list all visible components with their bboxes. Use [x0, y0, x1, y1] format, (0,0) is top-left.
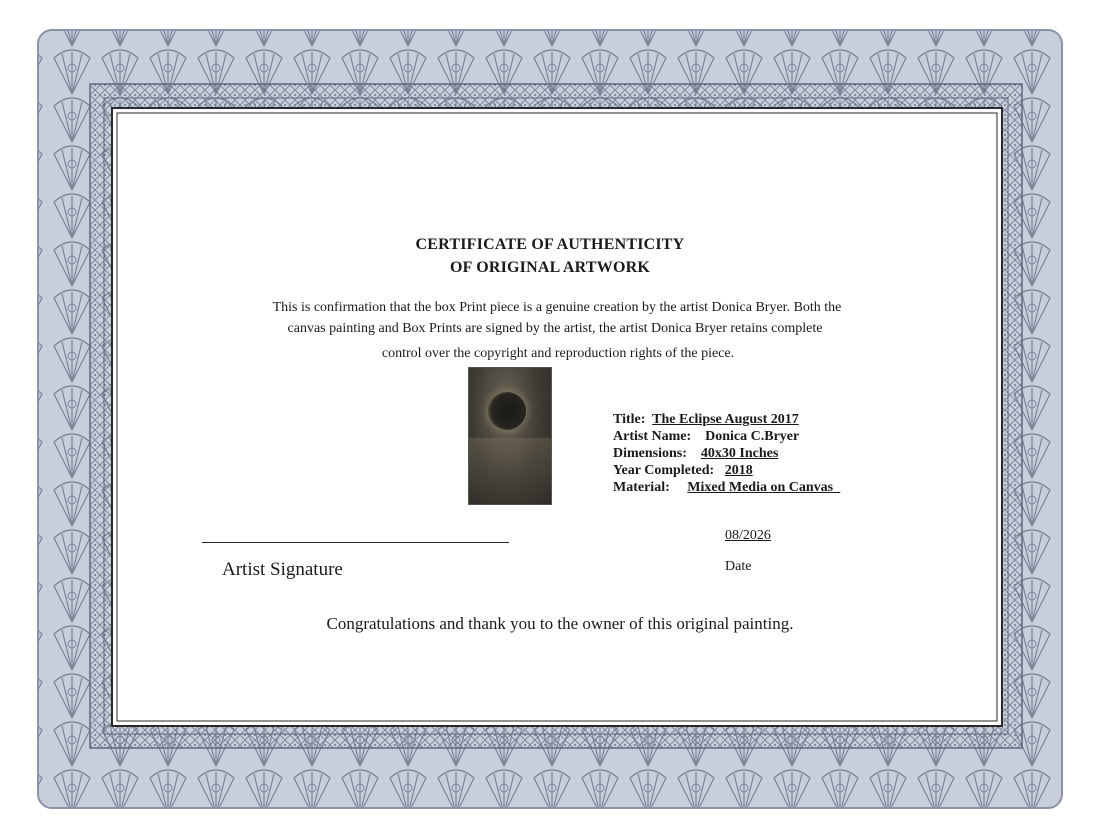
- signature-line: [202, 542, 509, 543]
- confirmation-text-line2: canvas painting and Box Prints are signed by the artist, the artist Donica Bryer retains complete: [287, 321, 823, 336]
- confirmation-text-line3: control over the copyright and reproduction rights of the piece.: [381, 346, 735, 361]
- detail-year-value: 2018: [724, 463, 753, 478]
- confirmation-text-line1: This is confirmation that the box Print piece is a genuine creation by the artist Donica Bryer. Both the: [272, 300, 842, 315]
- date-value: 08/2026: [725, 528, 771, 543]
- detail-title-row: [613, 411, 840, 428]
- detail-dimensions-value: 40x30 Inches: [700, 446, 779, 461]
- detail-year-label: Year Completed:: [613, 463, 715, 478]
- detail-artist-value: Donica C.Bryer: [705, 429, 800, 444]
- artwork-haze: [469, 438, 551, 504]
- detail-year-row: [613, 462, 840, 479]
- detail-title-label: Title:: [613, 412, 646, 427]
- certificate-title-line1: CERTIFICATE OF AUTHENTICITY: [415, 236, 685, 253]
- closing-message: Congratulations and thank you to the owner of this original painting.: [326, 614, 794, 633]
- certificate-title-line2: OF ORIGINAL ARTWORK: [449, 259, 650, 276]
- detail-title-value: The Eclipse August 2017: [652, 412, 799, 427]
- detail-material-value: Mixed Media on Canvas_: [687, 480, 841, 495]
- artwork-thumbnail: [469, 368, 551, 504]
- detail-artist-label: Artist Name:: [613, 429, 692, 444]
- detail-material-row: [613, 479, 840, 496]
- date-label: Date: [725, 559, 752, 574]
- detail-artist-row: [613, 428, 840, 445]
- artwork-details: [613, 411, 840, 496]
- detail-dimensions-row: [613, 445, 840, 462]
- detail-material-label: Material:: [613, 480, 670, 495]
- detail-dimensions-label: Dimensions:: [613, 446, 687, 461]
- signature-label: Artist Signature: [222, 559, 343, 580]
- eclipse-moon-image: [488, 392, 526, 430]
